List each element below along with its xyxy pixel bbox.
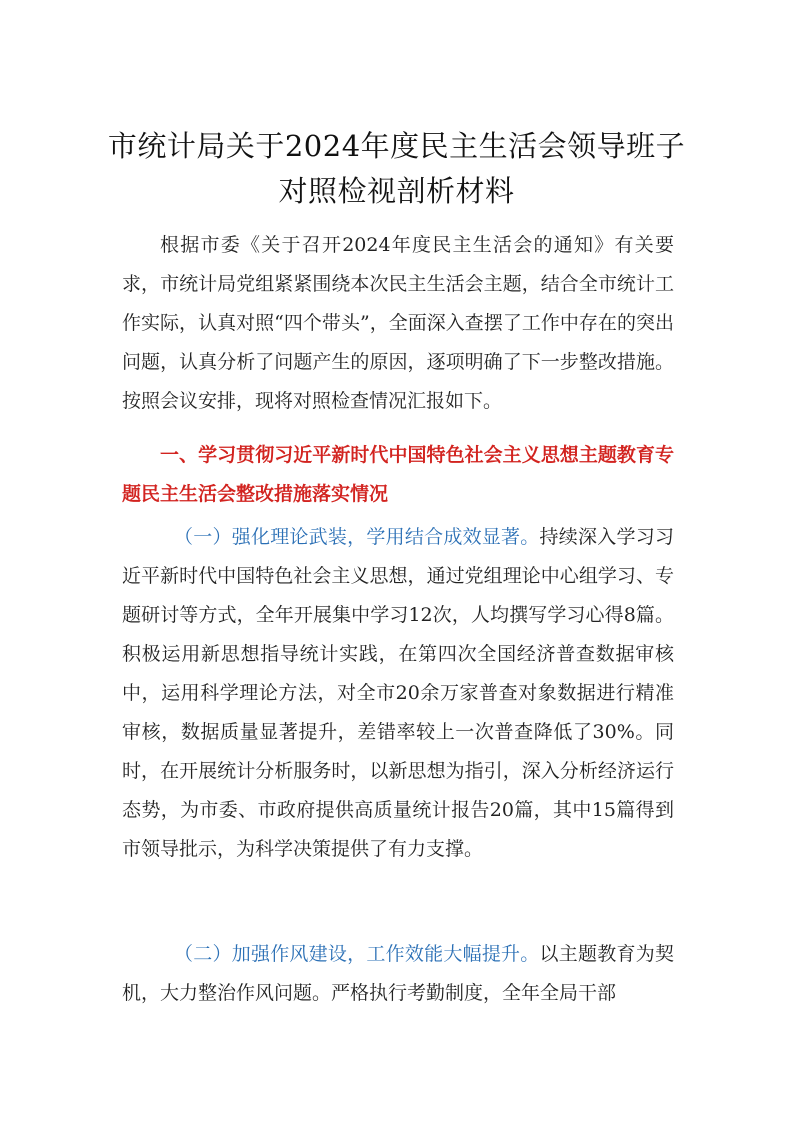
subsection-1-paragraph [122, 518, 674, 869]
subsection-1-body: 持续深入学习习近平新时代中国特色社会主义思想，通过党组理论中心组学习、专题研讨等方式，全年开展集中学习12次，人均撰写学习心得8篇。积极运用新思想指导统计实践，在第四次全国经济普查数据审核中，运用科学理论方法，对全市20余万家普查对象数据进行精准审核，数据质量显著提升，差错率较上一次普查降低了30%。同时，在开展统计分析服务时，以新思想为指引，深入分析经济运行态势，为市委、市政府提供高质量统计报告20篇，其中15篇得到市领导批示，为科学决策提供了有力支撑。 [122, 526, 674, 860]
subsection-2-paragraph [122, 935, 674, 1013]
section-1-heading: 一、学习贯彻习近平新时代中国特色社会主义思想主题教育专题民主生活会整改措施落实情况 [122, 444, 674, 505]
intro-paragraph: 根据市委《关于召开2024年度民主生活会的通知》有关要求，市统计局党组紧紧围绕本次民主生活会主题，结合全市统计工作实际，认真对照“四个带头”，全面深入查摆了工作中存在的突出问题，认真分析了问题产生的原因，逐项明确了下一步整改措施。按照会议安排，现将对照检查情况汇报如下。 [122, 234, 674, 412]
document-title-line-2: 对照检视剖析材料 [278, 174, 515, 208]
subsection-2-heading: （二）加强作风建设，工作效能大幅提升。 [174, 943, 540, 965]
subsection-2-body: 以主题教育为契机，大力整治作风问题。严格执行考勤制度，全年全局干部 [122, 943, 674, 1004]
document-title-line-1: 市统计局关于2024年度民主生活会领导班子 [107, 129, 686, 163]
subsection-1-heading: （一）强化理论武装，学用结合成效显著。 [174, 526, 540, 548]
